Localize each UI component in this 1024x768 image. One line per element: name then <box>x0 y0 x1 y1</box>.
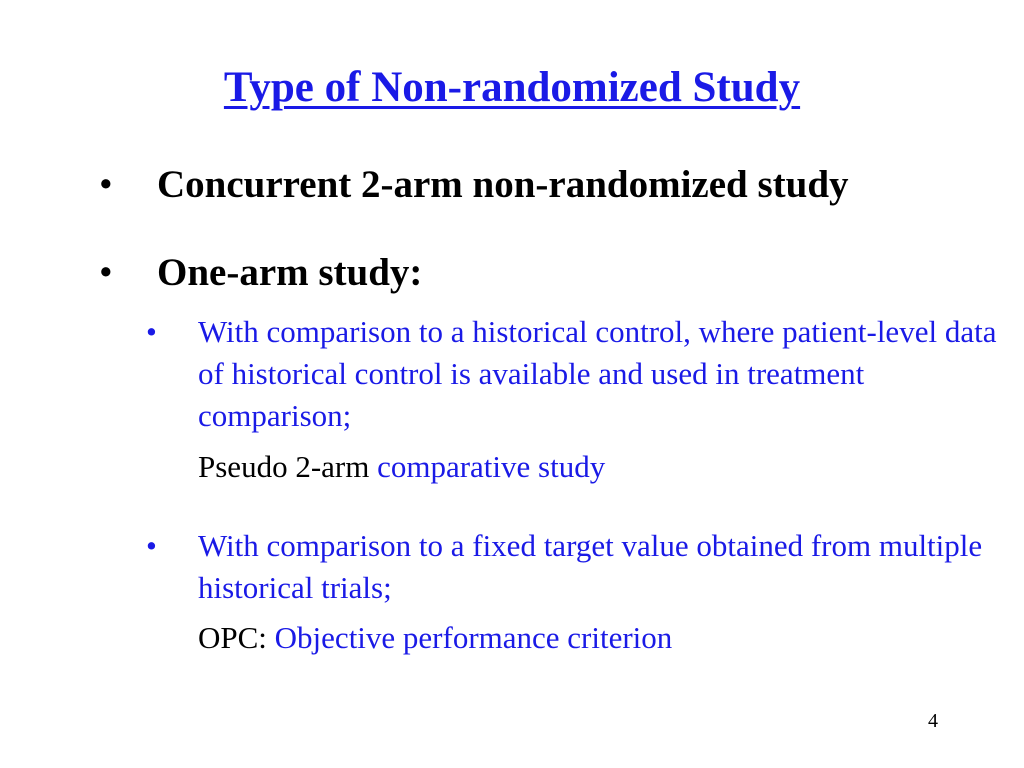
bullet-marker: • <box>99 251 113 294</box>
slide-title-text: Type of Non-randomized Study <box>223 64 801 111</box>
note-value: comparative study <box>377 449 606 484</box>
note-label: OPC: <box>198 620 275 655</box>
sub-bullet-text: With comparison to a fixed target value obtained from multiple historical trials; <box>198 528 983 605</box>
note-value: Objective performance criterion <box>274 620 673 655</box>
bullet-concurrent-study <box>99 163 849 207</box>
note-opc <box>198 621 672 655</box>
sub-bullet-text: With comparison to a historical control, where patient-level data of historical control is available and used in treatment comparison; <box>198 314 997 433</box>
sub-bullet-marker: • <box>146 528 157 563</box>
bullet-text: One-arm study: <box>157 251 423 294</box>
page-number: 4 <box>928 710 938 732</box>
sub-bullet-historical-control <box>146 311 998 437</box>
sub-bullet-fixed-target <box>146 525 998 609</box>
note-pseudo-2-arm <box>198 450 605 484</box>
sub-bullet-marker: • <box>146 314 157 349</box>
bullet-marker: • <box>99 163 113 206</box>
slide-title <box>0 64 1024 111</box>
bullet-one-arm-study <box>99 251 423 295</box>
bullet-text: Concurrent 2-arm non-randomized study <box>157 163 849 206</box>
note-label: Pseudo 2-arm <box>198 449 378 484</box>
